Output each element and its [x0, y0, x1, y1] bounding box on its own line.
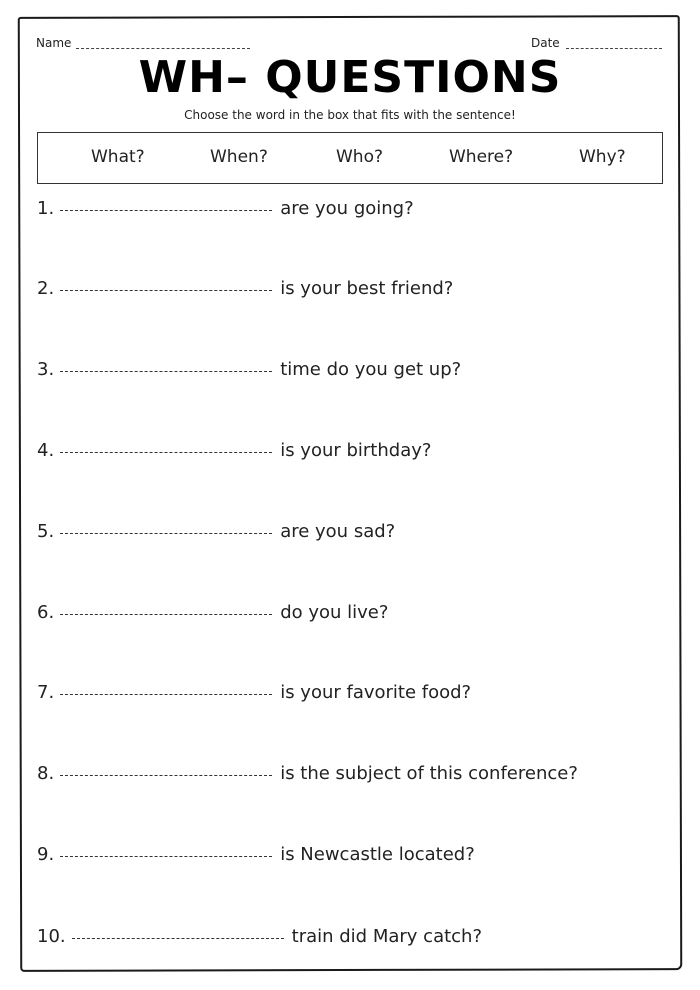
question-text: are you going? [280, 198, 414, 219]
word-bank [37, 132, 663, 184]
question-number: 6. [37, 602, 55, 623]
date-field[interactable] [566, 48, 662, 49]
answer-blank[interactable] [72, 938, 284, 939]
question-number: 1. [37, 198, 55, 219]
answer-blank[interactable] [60, 694, 272, 695]
page-title: WH– QUESTIONS [138, 52, 562, 103]
question-text: is your favorite food? [280, 682, 472, 703]
answer-blank[interactable] [60, 614, 272, 615]
question-text: is your best friend? [280, 278, 454, 299]
question-item [37, 844, 475, 865]
word-bank-item: Who? [336, 147, 384, 167]
name-field[interactable] [76, 48, 250, 49]
answer-blank[interactable] [60, 290, 272, 291]
answer-blank[interactable] [60, 856, 272, 857]
question-item [37, 278, 453, 299]
answer-blank[interactable] [60, 371, 272, 372]
date-label: Date [531, 36, 560, 50]
answer-blank[interactable] [60, 533, 272, 534]
instructions: Choose the word in the box that fits with the sentence! [184, 108, 516, 122]
question-number: 4. [37, 440, 55, 461]
question-number: 9. [37, 844, 55, 865]
question-item [37, 440, 431, 461]
word-bank-item: What? [91, 147, 145, 167]
question-item [37, 521, 395, 542]
question-item [37, 682, 471, 703]
question-text: is the subject of this conference? [280, 763, 578, 784]
name-label: Name [36, 36, 72, 50]
word-bank-item: Where? [449, 147, 514, 167]
question-item [37, 198, 414, 219]
word-bank-item: When? [210, 147, 268, 167]
question-text: train did Mary catch? [291, 926, 483, 947]
answer-blank[interactable] [60, 452, 272, 453]
question-number: 8. [37, 763, 55, 784]
question-text: is your birthday? [280, 440, 432, 461]
question-number: 7. [37, 682, 55, 703]
question-number: 3. [37, 359, 55, 380]
question-text: are you sad? [280, 521, 396, 542]
question-text: time do you get up? [280, 359, 462, 380]
question-number: 10. [37, 926, 66, 947]
question-text: do you live? [280, 602, 389, 623]
answer-blank[interactable] [60, 210, 272, 211]
question-number: 2. [37, 278, 55, 299]
word-bank-item: Why? [579, 147, 626, 167]
question-text: is Newcastle located? [280, 844, 475, 865]
question-number: 5. [37, 521, 55, 542]
question-item [37, 602, 388, 623]
question-item [37, 926, 482, 947]
answer-blank[interactable] [60, 775, 272, 776]
question-item [37, 359, 461, 380]
question-item [37, 763, 578, 784]
